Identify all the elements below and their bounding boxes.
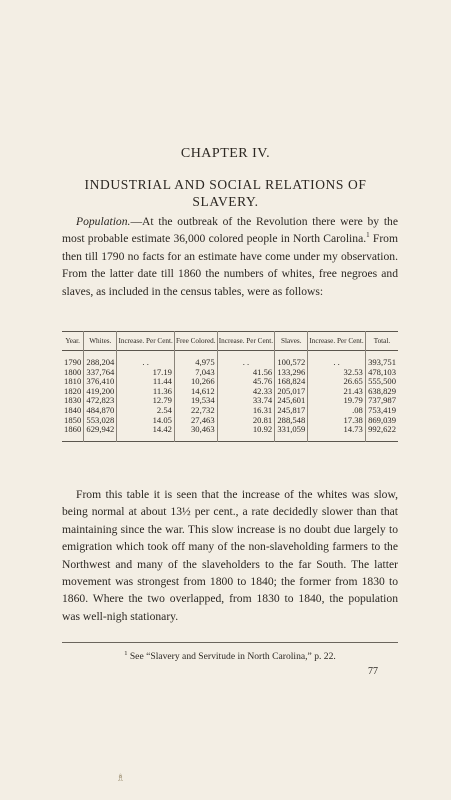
column-header: Increase. Per Cent. bbox=[117, 332, 175, 351]
table-cell: 11.44 bbox=[117, 377, 175, 387]
table-cell: 1820 bbox=[64, 385, 82, 396]
table-cell: 32.53 bbox=[308, 368, 366, 378]
table-cell: 133,296 bbox=[275, 368, 308, 378]
intro-text-b: From then till 1790 no facts for an estimate have come under my observation. From the latter date till 1860 the numbers of whites, free negroes and slaves, as included in the census tables, were as follows: bbox=[62, 232, 398, 298]
table-cell: 638,829 bbox=[365, 387, 398, 397]
analysis-paragraph bbox=[62, 486, 398, 625]
table-cell: 245,817 bbox=[275, 406, 308, 416]
column-header: Increase. Per Cent. bbox=[308, 332, 366, 351]
table-cell: 478,103 bbox=[365, 368, 398, 378]
table-cell: 4,975 bbox=[174, 351, 217, 368]
section-lead: Population. bbox=[76, 215, 131, 228]
table-cell: 7,043 bbox=[174, 368, 217, 378]
table-cell: 288,204 bbox=[84, 351, 117, 368]
header-row bbox=[62, 332, 398, 351]
table-cell: 12.79 bbox=[117, 396, 175, 406]
column-header: Year. bbox=[65, 337, 80, 345]
table-cell: 10.92 bbox=[217, 425, 275, 441]
table-cell: 100,572 bbox=[275, 351, 308, 368]
table-cell: 1790 bbox=[64, 357, 82, 367]
table-cell: 753,419 bbox=[365, 406, 398, 416]
census-table-body bbox=[62, 351, 398, 442]
page-number: 77 bbox=[368, 666, 378, 677]
table-cell: 19.79 bbox=[308, 396, 366, 406]
table-cell: 869,039 bbox=[365, 416, 398, 426]
table-cell: 14.42 bbox=[117, 425, 175, 441]
table-row bbox=[62, 425, 398, 441]
table-cell: 245,601 bbox=[275, 396, 308, 406]
table-cell: 22,732 bbox=[174, 406, 217, 416]
table-cell: 19,534 bbox=[174, 396, 217, 406]
table-cell: 205,017 bbox=[275, 387, 308, 397]
table-cell: 419,200 bbox=[84, 387, 117, 397]
footnote-reference: 1 bbox=[366, 231, 370, 240]
table-cell: 1800 bbox=[64, 366, 82, 377]
table-cell: 168,824 bbox=[275, 377, 308, 387]
column-header: Total. bbox=[365, 332, 398, 351]
table-row bbox=[62, 351, 398, 368]
chapter-heading: CHAPTER IV. bbox=[180, 146, 271, 161]
table-cell: .08 bbox=[308, 406, 366, 416]
column-header: Whites. bbox=[84, 332, 117, 351]
table-cell: 33.74 bbox=[217, 396, 275, 406]
footnote-marker: 1 bbox=[124, 649, 128, 657]
table-cell: 11.36 bbox=[117, 387, 175, 397]
census-table-header bbox=[62, 332, 398, 351]
table-cell: 337,764 bbox=[84, 368, 117, 378]
table-cell: 737,987 bbox=[365, 396, 398, 406]
table-cell: . . bbox=[117, 351, 175, 368]
table-cell: 1830 bbox=[64, 395, 82, 406]
footnote-divider bbox=[62, 642, 398, 643]
table-cell: 1850 bbox=[64, 414, 82, 425]
table-cell: 30,463 bbox=[174, 425, 217, 441]
table-cell: 553,028 bbox=[84, 416, 117, 426]
chapter-title-line-1: INDUSTRIAL AND SOCIAL RELATIONS OF bbox=[84, 177, 367, 192]
table-cell: 393,751 bbox=[365, 351, 398, 368]
table-cell: 20.81 bbox=[217, 416, 275, 426]
table-cell: 41.56 bbox=[217, 368, 275, 378]
table-cell: . . bbox=[217, 351, 275, 368]
table-cell: 10,266 bbox=[174, 377, 217, 387]
table-cell: 16.31 bbox=[217, 406, 275, 416]
table-cell: 27,463 bbox=[174, 416, 217, 426]
footnote bbox=[62, 651, 398, 662]
table-cell: 555,500 bbox=[365, 377, 398, 387]
table-cell: 376,410 bbox=[84, 377, 117, 387]
table-cell: 17.38 bbox=[308, 416, 366, 426]
bottom-mark: ♗ bbox=[116, 773, 125, 784]
table-cell: 42.33 bbox=[217, 387, 275, 397]
table-cell: 331,059 bbox=[275, 425, 308, 441]
table-cell: 26.65 bbox=[308, 377, 366, 387]
analysis-text: From this table it is seen that the increase of the whites was slow, being normal at about 13½ per cent., a rate decidedly slower than that maintaining since the war. This slow increase is no doubt due largely to emigration which took off many of the non-slaveholding farmers to the Northwest and many of the slaveholders to the far South. The latter movement was strongest from 1800 to 1840; the former from 1830 to 1860. Where the two overlapped, from 1830 to 1840, the population was well-nigh stationary. bbox=[62, 488, 398, 623]
table-cell: . . bbox=[308, 351, 366, 368]
table-cell: 629,942 bbox=[84, 425, 117, 441]
table-cell: 14.73 bbox=[308, 425, 366, 441]
table-cell: 288,548 bbox=[275, 416, 308, 426]
table-cell: 992,622 bbox=[365, 425, 398, 441]
table-cell: 17.19 bbox=[117, 368, 175, 378]
table-cell: 484,870 bbox=[84, 406, 117, 416]
table-cell: 472,823 bbox=[84, 396, 117, 406]
census-table bbox=[62, 331, 398, 442]
chapter-title bbox=[40, 176, 411, 210]
table-cell: 14.05 bbox=[117, 416, 175, 426]
column-header: Slaves. bbox=[275, 332, 308, 351]
column-header: Free Colored. bbox=[174, 332, 217, 351]
table-cell: 1860 bbox=[64, 424, 82, 435]
column-header: Increase. Per Cent. bbox=[217, 332, 275, 351]
table-cell: 21.43 bbox=[308, 387, 366, 397]
table-cell: 45.76 bbox=[217, 377, 275, 387]
footnote-text: See “Slavery and Servitude in North Carolina,” p. 22. bbox=[129, 651, 336, 662]
chapter-title-line-2: SLAVERY. bbox=[192, 194, 259, 209]
intro-paragraph bbox=[62, 213, 398, 300]
table-cell: 1810 bbox=[64, 376, 82, 387]
intro-text-a: —At the outbreak of the Revolution there were by the most probable estimate 36,000 colored people in North Carolina. bbox=[62, 215, 398, 246]
table-cell: 2.54 bbox=[117, 406, 175, 416]
table-cell: 1840 bbox=[64, 404, 82, 415]
table-cell: 14,612 bbox=[174, 387, 217, 397]
